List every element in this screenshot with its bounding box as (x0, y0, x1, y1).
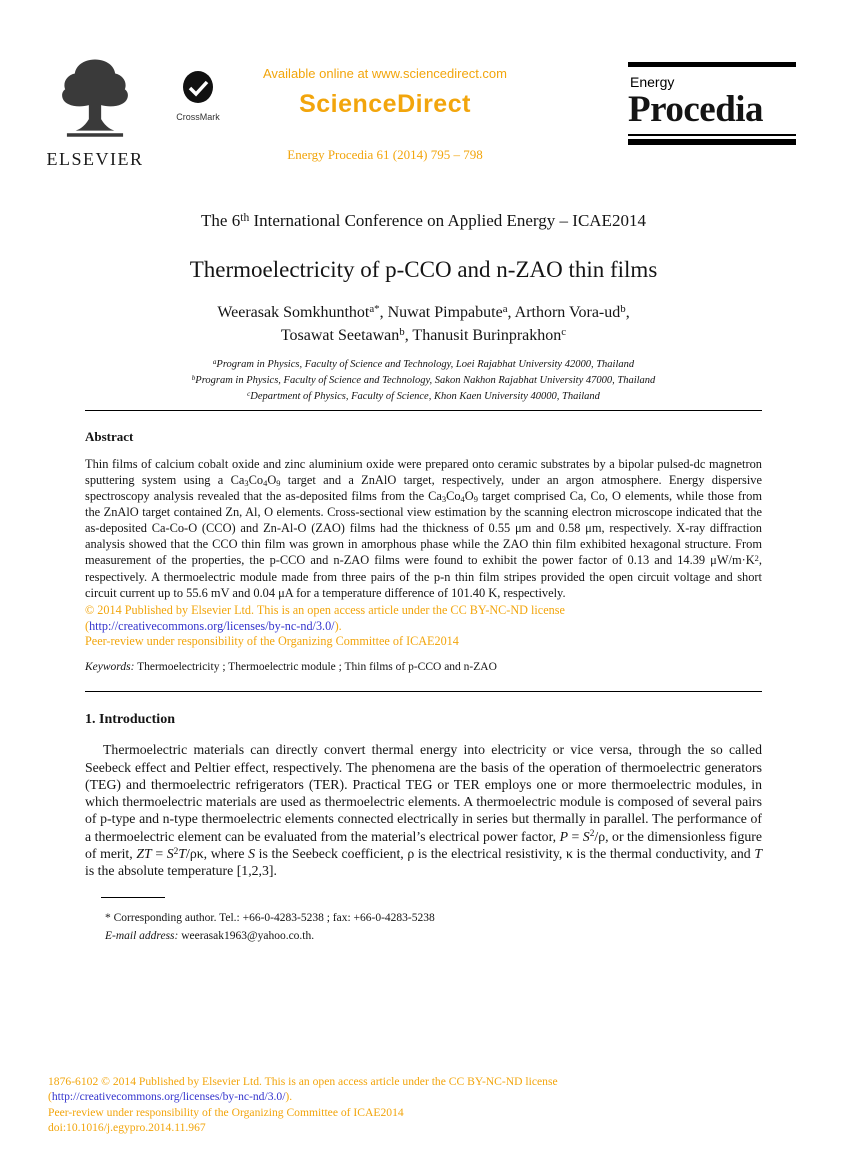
authors (85, 301, 762, 347)
text-segment: , (625, 304, 630, 321)
text-segment: 4 (263, 478, 268, 489)
footer-link-line (48, 1089, 558, 1104)
text-segment: a* (369, 303, 380, 316)
footer-doi-link[interactable]: doi:10.1016/j.egypro.2014.11.967 (48, 1121, 206, 1135)
text-segment: S (582, 828, 590, 844)
journal-logo-rule-thin (628, 134, 796, 136)
footnote-email (105, 928, 762, 946)
text-segment: a (212, 358, 217, 367)
text-segment: Department of Physics, Faculty of Science, Khon Kaen University 40000, Thailand (250, 390, 600, 402)
introduction-text (85, 741, 762, 879)
text-segment: 3 (441, 494, 447, 505)
crossmark-badge[interactable] (174, 70, 222, 122)
page-footer (48, 1074, 558, 1136)
journal-citation-link[interactable]: Energy Procedia 61 (2014) 795 – 798 (287, 147, 483, 162)
text-segment: target comprised Ca, Co, O elements, while those from the ZnAlO target contained Zn, Al, O elements. Cross-sectional view estimation by the scanning electron microscope indicated that the as-deposited Ca-Co-O (CCO) and Zn-Al-O (ZAO) films had the thickness of 0.55 μm and 0.58 μm, respectively. X-ray diffraction analysis showed that the CCO thin film was grown in amorphous phase while the ZAO thin film exhibited hexagonal structure. From measurement of the properties, the p-CCO and n-ZAO films were found to exhibit the power factor of 0.13 and 14.39 μW/m·K (85, 488, 762, 568)
license-line: © 2014 Published by Elsevier Ltd. This is an open access article under the CC BY-NC-ND license (85, 602, 565, 617)
text-segment: Program in Physics, Faculty of Science and Technology, Loei Rajabhat University 42000, Thailand (216, 359, 635, 371)
text-segment: 3 (244, 478, 249, 489)
text-segment: th (240, 210, 250, 224)
affiliation (85, 357, 762, 373)
authors-line (85, 324, 762, 347)
text-segment: Tosawat Seetawan (280, 327, 400, 345)
text-segment: a (502, 303, 508, 316)
text-segment: Co (446, 488, 461, 503)
license-link-line (85, 619, 762, 635)
text-segment: /ρ, or the dimensionless figure of merit, (85, 828, 763, 861)
journal-logo-top-bar (628, 62, 796, 67)
footnote-divider (101, 897, 165, 898)
text-segment: 2 (754, 552, 759, 563)
peer-review-note: Peer-review under responsibility of the Organizing Committee of ICAE2014 (85, 634, 459, 649)
text-segment: P (559, 828, 569, 844)
paren-open: ( (48, 1090, 52, 1104)
crossmark-label: CrossMark (176, 112, 220, 122)
text-segment: 4 (460, 494, 465, 505)
text-segment: , Thanusit Burinprakhon (404, 327, 562, 345)
header-center (232, 66, 538, 163)
paren-open: ( (85, 618, 90, 633)
text-segment: /ρκ, where (186, 845, 249, 861)
text-segment: target and a ZnAlO target, respectively, under an argon atmosphere. Energy dispersive spectroscopy analysis revealed that the as-deposited films from the Ca (85, 472, 763, 503)
text-segment: 9 (276, 478, 281, 489)
text-segment: S (166, 845, 174, 861)
paper-title: Thermoelectricity of p-CCO and n-ZAO thin films (189, 257, 658, 282)
article-body (85, 195, 762, 946)
text-segment: b (399, 326, 405, 339)
text-segment: b (620, 303, 626, 316)
introduction-heading: 1. Introduction (85, 712, 175, 728)
text-segment: = (568, 828, 583, 844)
text-segment: = (151, 845, 167, 861)
footnote (85, 897, 762, 946)
text-segment: c (561, 326, 567, 339)
affiliation (85, 373, 762, 389)
text-segment: , respectively. A thermoelectric module made from three pairs of the p-n thin film stripes provided the open circuit voltage and short circuit current up to 55.6 mV and 0.04 μA for a temperature difference of 101.40 K, respectively. (85, 553, 762, 600)
text-segment: Program in Physics, Faculty of Science and Technology, Sakon Nakhon Rajabhat University 47000, Thailand (195, 375, 656, 387)
abstract-text (85, 456, 762, 601)
text-segment: Thin films of calcium cobalt oxide and zinc aluminium oxide were prepared onto ceramic substrates by a bipolar pulsed-dc magnetron sputtering system using a Ca (85, 456, 762, 487)
text-segment: Thermoelectric materials can directly convert thermal energy into electricity or vice versa, through the so called Seebeck effect and Peltier effect, respectively. The phenomena are the basis of the operation of thermoelectric generators (TEG) and thermoelectric refrigerators (TER). Practical TEG or TER employs one or more thermoelectric modules, in which thermoelectric materials are used as thermoelectric elements. A thermoelectric module is composed of several pairs of p-type and n-type thermoelectric elements connected electrically in series but thermally in parallel. The performance of a thermoelectric element can be evaluated from the material’s electrical power factor, (85, 742, 762, 844)
conference-title (85, 211, 762, 231)
journal-logo-procedia: Procedia (628, 89, 764, 130)
text-segment: O (464, 488, 474, 503)
crossmark-logo-icon (181, 70, 215, 106)
text-segment: T (178, 845, 187, 861)
text-segment: , Nuwat Pimpabute (379, 304, 503, 321)
text-segment: , Arthorn Vora-ud (507, 304, 621, 321)
journal-logo-box (628, 62, 796, 145)
sciencedirect-logo[interactable]: ScienceDirect (299, 90, 471, 118)
elsevier-tree-icon (51, 56, 139, 142)
elsevier-wordmark: ELSEVIER (46, 149, 144, 169)
affiliations-divider (85, 410, 762, 411)
license-block (85, 603, 762, 651)
keywords-label: Keywords: (85, 661, 135, 674)
footer-license-line: 1876-6102 © 2014 Published by Elsevier Ltd. This is an open access article under the CC BY-NC-ND license (48, 1075, 558, 1088)
text-segment: 2 (173, 846, 179, 857)
keywords-text: Thermoelectricity ; Thermoelectric module ; Thin films of p-CCO and n-ZAO (134, 661, 497, 674)
text-segment: International Conference on Applied Energy – ICAE2014 (249, 211, 646, 230)
text-segment: T (754, 845, 763, 861)
text-segment: 9 (473, 494, 478, 505)
cc-license-link[interactable]: http://creativecommons.org/licenses/by-nc-nd/3.0/ (89, 618, 335, 633)
text-segment: is the absolute temperature [1,2,3]. (85, 862, 277, 878)
text-segment: The 6 (201, 211, 241, 230)
footnote-corresponding: * Corresponding author. Tel.: +66-0-4283-5238 ; fax: +66-0-4283-5238 (105, 912, 435, 925)
journal-logo-rule-thick (628, 139, 796, 145)
keywords-line (85, 661, 762, 673)
footer-peer-review: Peer-review under responsibility of the Organizing Committee of ICAE2014 (48, 1105, 404, 1119)
elsevier-logo (46, 56, 144, 170)
footer-cc-link[interactable]: http://creativecommons.org/licenses/by-nc-nd/3.0/ (51, 1090, 286, 1104)
available-online-link[interactable]: Available online at www.sciencedirect.com (263, 66, 507, 81)
section-divider (85, 691, 762, 692)
text-segment: is the Seebeck coefficient, ρ is the electrical resistivity, κ is the thermal conductivity, and (255, 845, 755, 861)
text-segment: b (191, 373, 196, 382)
paren-close: ). (285, 1090, 293, 1104)
abstract-heading: Abstract (85, 428, 134, 444)
affiliations (85, 357, 762, 404)
text-segment: S (248, 845, 256, 861)
text-segment: Co (248, 472, 264, 487)
text-segment: Weerasak Somkhunthot (217, 304, 370, 321)
affiliation (85, 389, 762, 405)
paren-close: ). (334, 618, 342, 633)
email-label: E-mail address: (105, 930, 179, 943)
email-address: weerasak1963@yahoo.co.th. (178, 930, 315, 943)
journal-logo-energy: Energy (630, 74, 675, 90)
text-segment: c (247, 389, 251, 398)
text-segment: O (267, 472, 277, 487)
text-segment: ZT (136, 845, 152, 861)
authors-line (85, 301, 762, 324)
text-segment: 2 (589, 829, 595, 840)
